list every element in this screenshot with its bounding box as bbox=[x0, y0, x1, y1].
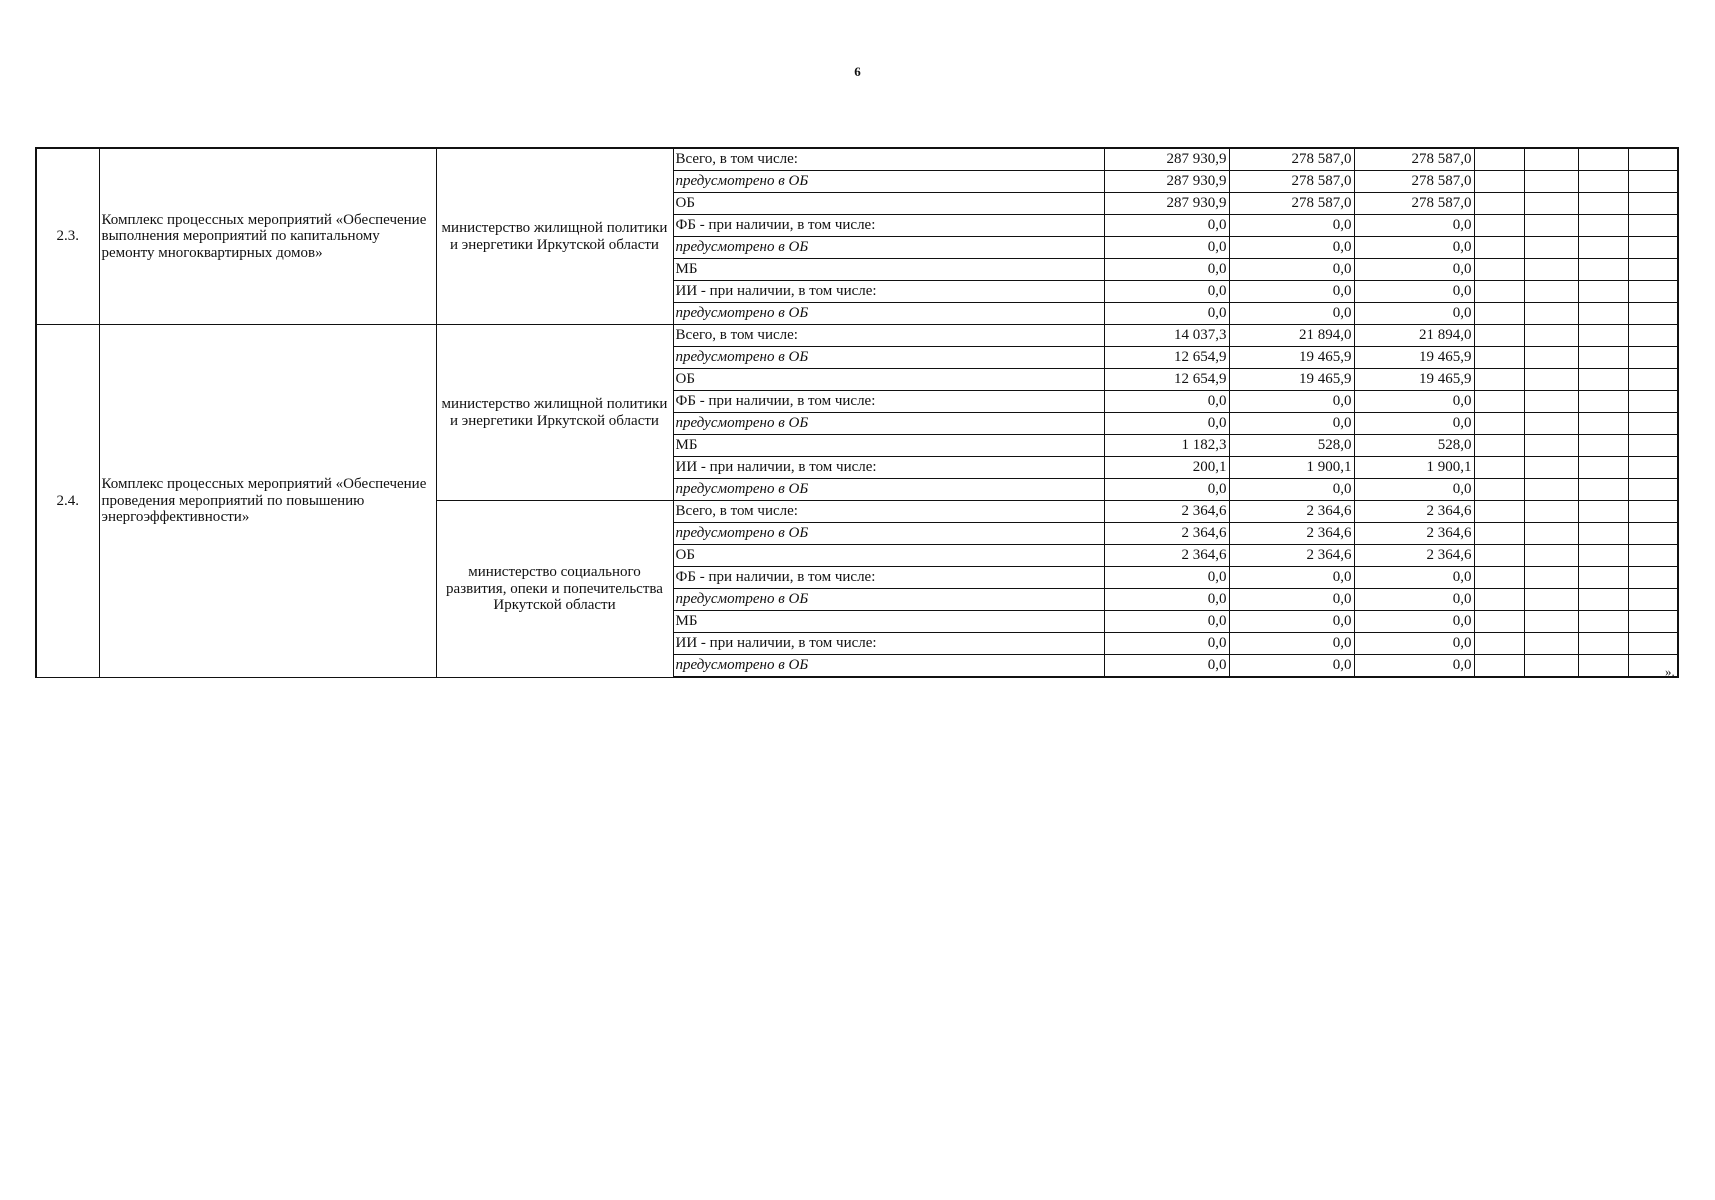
empty-cell bbox=[1578, 655, 1628, 678]
section-name: Комплекс процессных мероприятий «Обеспечение выполнения мероприятий по капитальному ремонту многоквартирных домов» bbox=[99, 148, 436, 325]
funding-source: предусмотрено в ОБ bbox=[673, 303, 1104, 325]
empty-cell bbox=[1524, 171, 1578, 193]
empty-cell bbox=[1578, 215, 1628, 237]
empty-cell bbox=[1474, 347, 1524, 369]
amount-v1: 14 037,3 bbox=[1104, 325, 1229, 347]
funding-source: ОБ bbox=[673, 369, 1104, 391]
section-name: Комплекс процессных мероприятий «Обеспечение проведения мероприятий по повышению энергоэффективности» bbox=[99, 325, 436, 678]
amount-v2: 0,0 bbox=[1229, 237, 1354, 259]
funding-source: ФБ - при наличии, в том числе: bbox=[673, 567, 1104, 589]
amount-v3: 0,0 bbox=[1354, 655, 1474, 678]
table-row bbox=[36, 148, 1678, 171]
empty-cell bbox=[1628, 567, 1678, 589]
amount-v2: 0,0 bbox=[1229, 655, 1354, 678]
empty-cell bbox=[1474, 303, 1524, 325]
amount-v1: 0,0 bbox=[1104, 479, 1229, 501]
amount-v2: 0,0 bbox=[1229, 303, 1354, 325]
empty-cell bbox=[1578, 435, 1628, 457]
amount-v3: 2 364,6 bbox=[1354, 523, 1474, 545]
empty-cell bbox=[1578, 611, 1628, 633]
empty-cell bbox=[1578, 501, 1628, 523]
empty-cell bbox=[1524, 435, 1578, 457]
empty-cell bbox=[1524, 567, 1578, 589]
amount-v3: 0,0 bbox=[1354, 281, 1474, 303]
funding-source: предусмотрено в ОБ bbox=[673, 655, 1104, 678]
funding-source: ИИ - при наличии, в том числе: bbox=[673, 457, 1104, 479]
funding-source: предусмотрено в ОБ bbox=[673, 413, 1104, 435]
empty-cell bbox=[1628, 215, 1678, 237]
empty-cell bbox=[1524, 611, 1578, 633]
empty-cell bbox=[1474, 281, 1524, 303]
empty-cell bbox=[1628, 369, 1678, 391]
amount-v1: 287 930,9 bbox=[1104, 171, 1229, 193]
empty-cell bbox=[1474, 655, 1524, 678]
empty-cell bbox=[1578, 148, 1628, 171]
empty-cell bbox=[1578, 369, 1628, 391]
empty-cell bbox=[1524, 325, 1578, 347]
empty-cell bbox=[1628, 281, 1678, 303]
amount-v1: 287 930,9 bbox=[1104, 148, 1229, 171]
funding-source: ИИ - при наличии, в том числе: bbox=[673, 633, 1104, 655]
amount-v2: 21 894,0 bbox=[1229, 325, 1354, 347]
amount-v2: 0,0 bbox=[1229, 611, 1354, 633]
funding-source: предусмотрено в ОБ bbox=[673, 171, 1104, 193]
empty-cell bbox=[1628, 237, 1678, 259]
funding-source: Всего, в том числе: bbox=[673, 148, 1104, 171]
amount-v3: 0,0 bbox=[1354, 611, 1474, 633]
empty-cell bbox=[1578, 479, 1628, 501]
closing-quote: ». bbox=[1665, 664, 1675, 679]
funding-source: предусмотрено в ОБ bbox=[673, 347, 1104, 369]
empty-cell bbox=[1578, 545, 1628, 567]
empty-cell bbox=[1628, 413, 1678, 435]
empty-cell bbox=[1474, 479, 1524, 501]
empty-cell bbox=[1578, 567, 1628, 589]
empty-cell bbox=[1578, 413, 1628, 435]
funding-source: предусмотрено в ОБ bbox=[673, 479, 1104, 501]
empty-cell bbox=[1628, 611, 1678, 633]
amount-v3: 19 465,9 bbox=[1354, 369, 1474, 391]
empty-cell bbox=[1628, 325, 1678, 347]
amount-v1: 1 182,3 bbox=[1104, 435, 1229, 457]
empty-cell bbox=[1628, 435, 1678, 457]
empty-cell bbox=[1474, 413, 1524, 435]
funding-source: ОБ bbox=[673, 545, 1104, 567]
empty-cell bbox=[1628, 479, 1678, 501]
amount-v2: 0,0 bbox=[1229, 215, 1354, 237]
amount-v2: 0,0 bbox=[1229, 281, 1354, 303]
empty-cell bbox=[1628, 259, 1678, 281]
responsible-executor: министерство жилищной политики и энергетики Иркутской области bbox=[436, 148, 673, 325]
section-number: 2.4. bbox=[36, 325, 99, 678]
responsible-executor: министерство жилищной политики и энергетики Иркутской области bbox=[436, 325, 673, 501]
table-row bbox=[36, 325, 1678, 347]
empty-cell bbox=[1628, 501, 1678, 523]
amount-v3: 1 900,1 bbox=[1354, 457, 1474, 479]
empty-cell bbox=[1578, 171, 1628, 193]
empty-cell bbox=[1628, 589, 1678, 611]
funding-source: МБ bbox=[673, 611, 1104, 633]
funding-source: ИИ - при наличии, в том числе: bbox=[673, 281, 1104, 303]
empty-cell bbox=[1474, 391, 1524, 413]
amount-v3: 0,0 bbox=[1354, 479, 1474, 501]
empty-cell bbox=[1578, 523, 1628, 545]
empty-cell bbox=[1474, 325, 1524, 347]
amount-v2: 528,0 bbox=[1229, 435, 1354, 457]
amount-v2: 0,0 bbox=[1229, 479, 1354, 501]
empty-cell bbox=[1524, 303, 1578, 325]
empty-cell bbox=[1524, 545, 1578, 567]
empty-cell bbox=[1628, 193, 1678, 215]
empty-cell bbox=[1628, 171, 1678, 193]
amount-v1: 0,0 bbox=[1104, 303, 1229, 325]
empty-cell bbox=[1628, 457, 1678, 479]
funding-source: предусмотрено в ОБ bbox=[673, 589, 1104, 611]
amount-v2: 278 587,0 bbox=[1229, 148, 1354, 171]
amount-v2: 2 364,6 bbox=[1229, 523, 1354, 545]
funding-source: Всего, в том числе: bbox=[673, 501, 1104, 523]
amount-v3: 2 364,6 bbox=[1354, 501, 1474, 523]
empty-cell bbox=[1474, 633, 1524, 655]
empty-cell bbox=[1628, 148, 1678, 171]
amount-v3: 0,0 bbox=[1354, 633, 1474, 655]
amount-v3: 19 465,9 bbox=[1354, 347, 1474, 369]
empty-cell bbox=[1524, 501, 1578, 523]
amount-v1: 0,0 bbox=[1104, 215, 1229, 237]
amount-v2: 0,0 bbox=[1229, 567, 1354, 589]
empty-cell bbox=[1524, 237, 1578, 259]
empty-cell bbox=[1524, 391, 1578, 413]
amount-v1: 0,0 bbox=[1104, 413, 1229, 435]
empty-cell bbox=[1474, 435, 1524, 457]
empty-cell bbox=[1474, 237, 1524, 259]
empty-cell bbox=[1474, 545, 1524, 567]
empty-cell bbox=[1524, 193, 1578, 215]
amount-v1: 0,0 bbox=[1104, 611, 1229, 633]
funding-source: Всего, в том числе: bbox=[673, 325, 1104, 347]
amount-v2: 0,0 bbox=[1229, 413, 1354, 435]
empty-cell bbox=[1628, 633, 1678, 655]
amount-v1: 0,0 bbox=[1104, 237, 1229, 259]
amount-v3: 0,0 bbox=[1354, 391, 1474, 413]
amount-v3: 528,0 bbox=[1354, 435, 1474, 457]
amount-v3: 278 587,0 bbox=[1354, 148, 1474, 171]
empty-cell bbox=[1578, 259, 1628, 281]
funding-source: МБ bbox=[673, 435, 1104, 457]
amount-v1: 200,1 bbox=[1104, 457, 1229, 479]
empty-cell bbox=[1474, 501, 1524, 523]
amount-v3: 0,0 bbox=[1354, 567, 1474, 589]
amount-v1: 12 654,9 bbox=[1104, 347, 1229, 369]
empty-cell bbox=[1524, 589, 1578, 611]
empty-cell bbox=[1578, 303, 1628, 325]
empty-cell bbox=[1474, 148, 1524, 171]
amount-v1: 2 364,6 bbox=[1104, 523, 1229, 545]
amount-v3: 0,0 bbox=[1354, 237, 1474, 259]
amount-v2: 2 364,6 bbox=[1229, 545, 1354, 567]
funding-source: МБ bbox=[673, 259, 1104, 281]
empty-cell bbox=[1524, 259, 1578, 281]
amount-v2: 19 465,9 bbox=[1229, 369, 1354, 391]
amount-v1: 0,0 bbox=[1104, 655, 1229, 678]
empty-cell bbox=[1524, 523, 1578, 545]
empty-cell bbox=[1524, 479, 1578, 501]
amount-v1: 0,0 bbox=[1104, 259, 1229, 281]
empty-cell bbox=[1524, 281, 1578, 303]
responsible-executor: министерство социального развития, опеки и попечительства Иркутской области bbox=[436, 501, 673, 678]
empty-cell bbox=[1578, 325, 1628, 347]
amount-v2: 0,0 bbox=[1229, 633, 1354, 655]
empty-cell bbox=[1474, 523, 1524, 545]
empty-cell bbox=[1474, 369, 1524, 391]
amount-v3: 278 587,0 bbox=[1354, 193, 1474, 215]
funding-source: ОБ bbox=[673, 193, 1104, 215]
empty-cell bbox=[1524, 655, 1578, 678]
funding-source: предусмотрено в ОБ bbox=[673, 523, 1104, 545]
budget-table bbox=[35, 147, 1679, 678]
empty-cell bbox=[1474, 259, 1524, 281]
empty-cell bbox=[1578, 633, 1628, 655]
amount-v3: 0,0 bbox=[1354, 413, 1474, 435]
empty-cell bbox=[1628, 545, 1678, 567]
amount-v2: 19 465,9 bbox=[1229, 347, 1354, 369]
amount-v1: 2 364,6 bbox=[1104, 545, 1229, 567]
empty-cell bbox=[1524, 457, 1578, 479]
empty-cell bbox=[1628, 347, 1678, 369]
amount-v2: 278 587,0 bbox=[1229, 193, 1354, 215]
empty-cell bbox=[1524, 148, 1578, 171]
amount-v3: 0,0 bbox=[1354, 259, 1474, 281]
empty-cell bbox=[1578, 457, 1628, 479]
empty-cell bbox=[1524, 215, 1578, 237]
empty-cell bbox=[1524, 413, 1578, 435]
amount-v1: 0,0 bbox=[1104, 281, 1229, 303]
funding-source: ФБ - при наличии, в том числе: bbox=[673, 215, 1104, 237]
amount-v3: 0,0 bbox=[1354, 589, 1474, 611]
empty-cell bbox=[1524, 369, 1578, 391]
empty-cell bbox=[1524, 347, 1578, 369]
funding-source: ФБ - при наличии, в том числе: bbox=[673, 391, 1104, 413]
empty-cell bbox=[1578, 193, 1628, 215]
amount-v3: 278 587,0 bbox=[1354, 171, 1474, 193]
empty-cell bbox=[1474, 589, 1524, 611]
amount-v3: 0,0 bbox=[1354, 303, 1474, 325]
amount-v2: 0,0 bbox=[1229, 589, 1354, 611]
amount-v1: 0,0 bbox=[1104, 391, 1229, 413]
amount-v1: 0,0 bbox=[1104, 633, 1229, 655]
funding-source: предусмотрено в ОБ bbox=[673, 237, 1104, 259]
amount-v3: 2 364,6 bbox=[1354, 545, 1474, 567]
empty-cell bbox=[1474, 171, 1524, 193]
empty-cell bbox=[1474, 567, 1524, 589]
empty-cell bbox=[1578, 589, 1628, 611]
empty-cell bbox=[1524, 633, 1578, 655]
page-number: 6 bbox=[854, 64, 861, 79]
empty-cell bbox=[1628, 523, 1678, 545]
amount-v1: 12 654,9 bbox=[1104, 369, 1229, 391]
empty-cell bbox=[1578, 281, 1628, 303]
amount-v2: 0,0 bbox=[1229, 391, 1354, 413]
amount-v1: 287 930,9 bbox=[1104, 193, 1229, 215]
empty-cell bbox=[1578, 347, 1628, 369]
amount-v1: 2 364,6 bbox=[1104, 501, 1229, 523]
amount-v3: 0,0 bbox=[1354, 215, 1474, 237]
empty-cell bbox=[1628, 303, 1678, 325]
empty-cell bbox=[1474, 193, 1524, 215]
empty-cell bbox=[1578, 391, 1628, 413]
empty-cell bbox=[1578, 237, 1628, 259]
section-number: 2.3. bbox=[36, 148, 99, 325]
empty-cell bbox=[1628, 391, 1678, 413]
empty-cell bbox=[1474, 215, 1524, 237]
amount-v3: 21 894,0 bbox=[1354, 325, 1474, 347]
amount-v2: 1 900,1 bbox=[1229, 457, 1354, 479]
amount-v2: 0,0 bbox=[1229, 259, 1354, 281]
amount-v2: 2 364,6 bbox=[1229, 501, 1354, 523]
amount-v1: 0,0 bbox=[1104, 589, 1229, 611]
amount-v1: 0,0 bbox=[1104, 567, 1229, 589]
empty-cell bbox=[1474, 611, 1524, 633]
empty-cell bbox=[1474, 457, 1524, 479]
amount-v2: 278 587,0 bbox=[1229, 171, 1354, 193]
